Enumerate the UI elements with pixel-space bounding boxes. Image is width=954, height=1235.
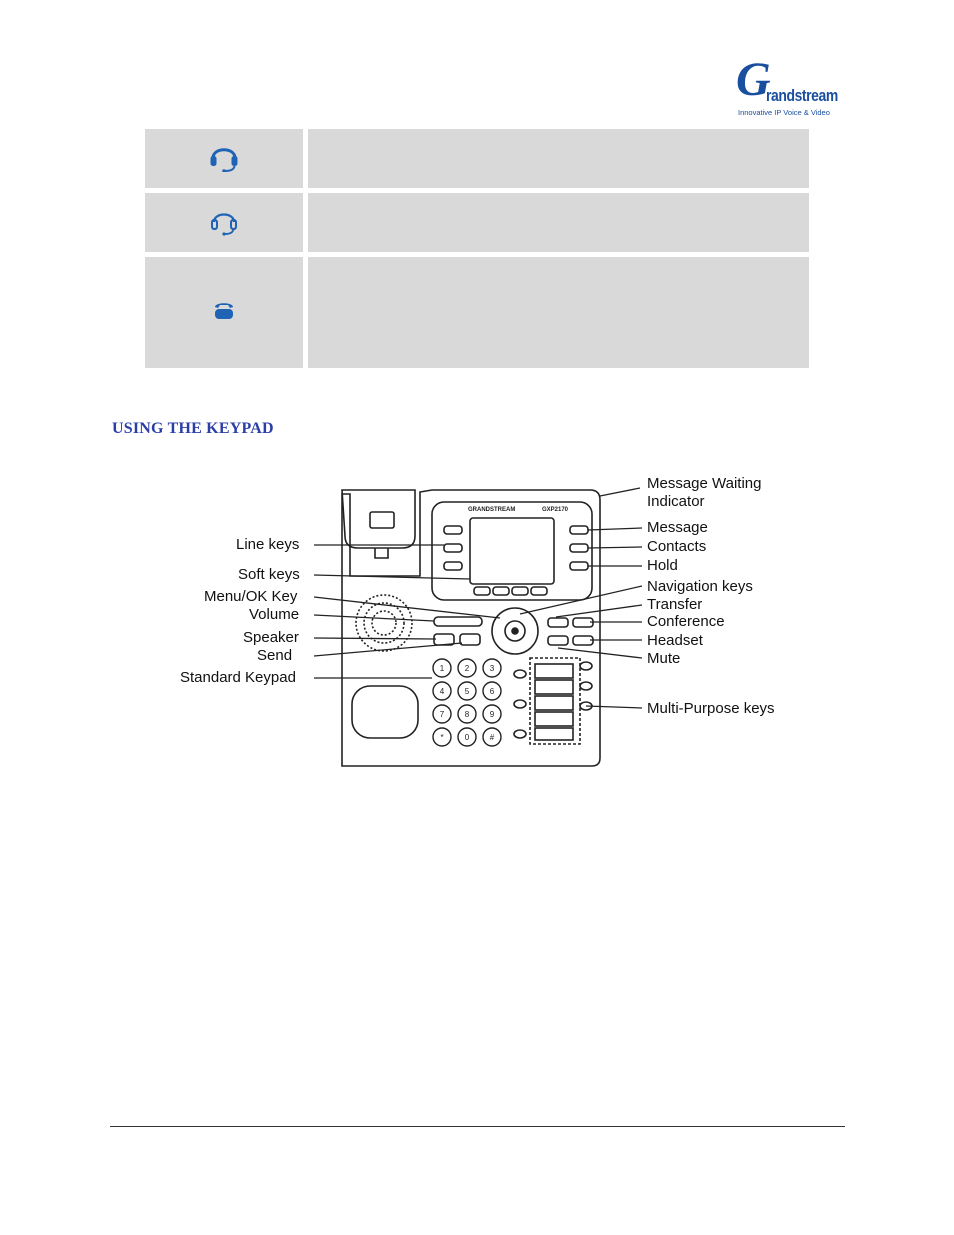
icon-cell xyxy=(145,129,303,188)
logo-letter: G xyxy=(736,53,771,106)
keypad-key-label: 2 xyxy=(464,664,470,673)
headset-outline-icon xyxy=(209,204,239,241)
grandstream-logo xyxy=(736,53,840,120)
icon-description xyxy=(308,129,809,188)
phone-brand-text: GRANDSTREAM xyxy=(468,507,516,513)
keypad-key-label: 3 xyxy=(489,664,495,673)
label-volume: Volume xyxy=(249,606,300,623)
icon-table xyxy=(145,129,809,373)
label-mute: Mute xyxy=(647,650,681,667)
keypad-key-label: * xyxy=(440,733,444,742)
keypad-key-label: 9 xyxy=(489,710,495,719)
icon-cell xyxy=(145,193,303,252)
label-conference: Conference xyxy=(647,613,725,630)
icon-table-row xyxy=(145,129,809,188)
label-navigation-keys: Navigation keys xyxy=(647,578,753,595)
section-heading: USING THE KEYPAD xyxy=(112,420,274,437)
label-line-keys: Line keys xyxy=(236,536,300,553)
keypad-key-label: 7 xyxy=(439,710,445,719)
icon-description xyxy=(308,257,809,368)
icon-table-row xyxy=(145,193,809,252)
label-soft-keys: Soft keys xyxy=(238,566,300,583)
label-hold: Hold xyxy=(647,557,678,574)
icon-cell xyxy=(145,257,303,368)
label-headset: Headset xyxy=(647,632,703,649)
keypad-key-label: # xyxy=(489,733,495,742)
label-message-waiting: Message Waiting xyxy=(647,475,762,492)
phone-hook-icon xyxy=(212,299,236,326)
label-contacts: Contacts xyxy=(647,538,707,555)
label-standard-keypad: Standard Keypad xyxy=(180,669,296,686)
footer-divider xyxy=(110,1126,845,1127)
icon-description xyxy=(308,193,809,252)
keypad-diagram xyxy=(170,466,810,772)
keypad-key-label: 8 xyxy=(464,710,470,719)
keypad-key-label: 0 xyxy=(464,733,470,742)
label-message: Message xyxy=(647,519,708,536)
label-send: Send xyxy=(257,647,293,664)
keypad-key-label: 4 xyxy=(439,687,445,696)
headset-icon xyxy=(209,140,239,177)
icon-table-row xyxy=(145,257,809,368)
standard-keypad xyxy=(433,659,501,746)
logo-tagline: Innovative IP Voice & Video xyxy=(738,108,830,117)
logo-word: randstream xyxy=(766,86,838,105)
label-speaker: Speaker xyxy=(243,629,299,646)
label-transfer: Transfer xyxy=(647,596,703,613)
label-message-waiting-indicator: Indicator xyxy=(647,493,705,510)
label-menu-ok-key: Menu/OK Key xyxy=(204,588,298,605)
label-multi-purpose-keys: Multi-Purpose keys xyxy=(647,700,775,717)
keypad-key-label: 1 xyxy=(439,664,445,673)
phone-model-text: GXP2170 xyxy=(542,507,569,513)
keypad-key-label: 5 xyxy=(464,687,470,696)
keypad-key-label: 6 xyxy=(489,687,495,696)
